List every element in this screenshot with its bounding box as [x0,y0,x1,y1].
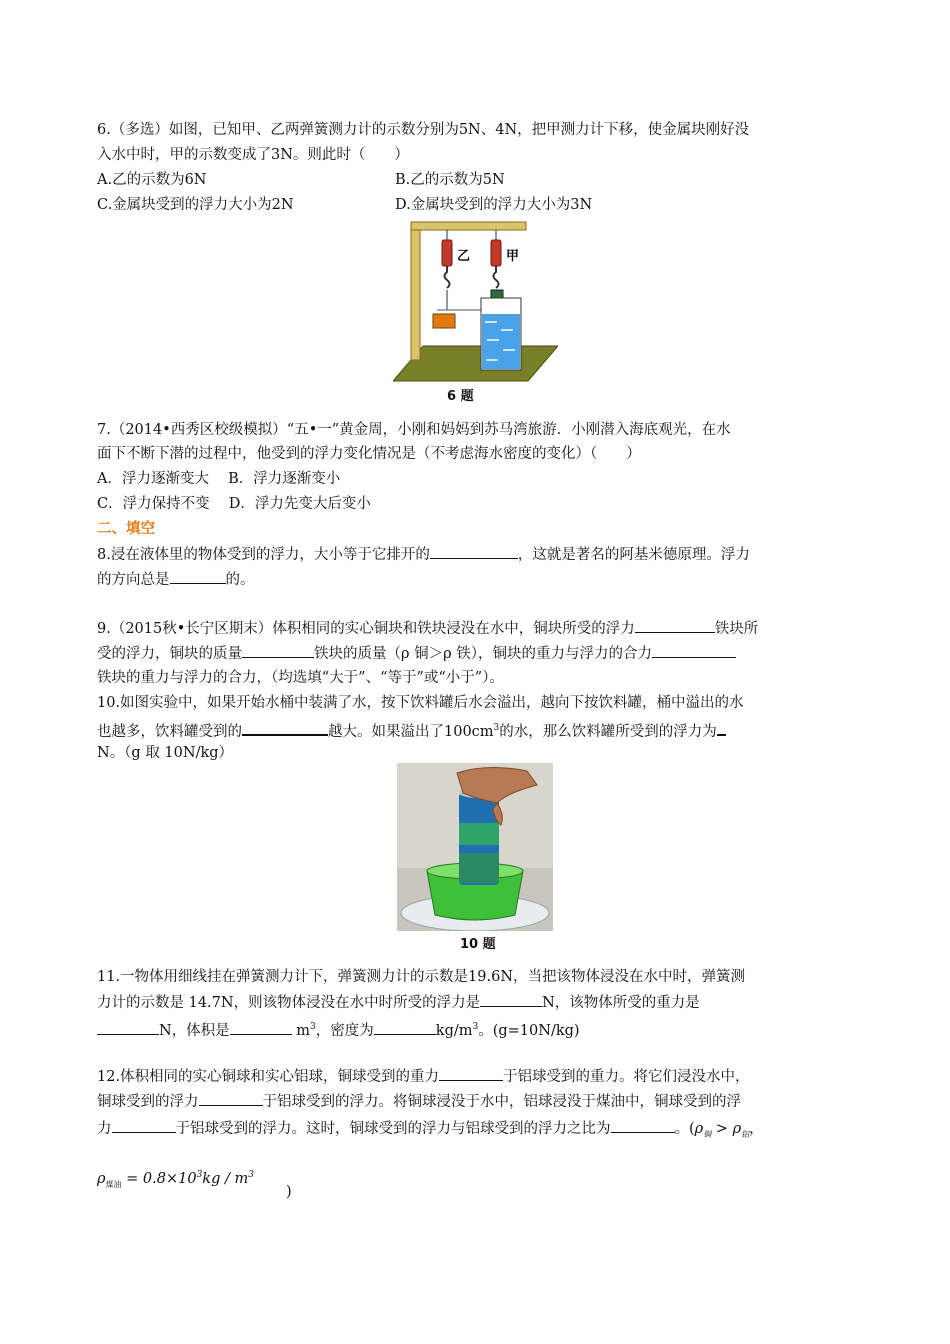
q11-blank-1[interactable] [480,992,542,1007]
q8-text-d: 的。 [225,572,255,588]
q12-text-c: 铜球受到的浮力 [97,1094,199,1110]
metal-block [491,290,503,298]
q6-stem-line2: 入水中时，甲的示数变成了3N。则此时（ ） [97,147,409,163]
q9-blank-3[interactable] [652,643,736,658]
q8-blank-2[interactable] [170,569,226,584]
q10-text-a: 也越多，饮料罐受到的 [97,724,242,740]
q9-line1 [97,618,758,639]
q12-blank-4[interactable] [611,1118,675,1133]
q6-figure [393,218,558,388]
q11-text-g: 。(g=10N/kg) [478,1023,580,1039]
q6-option-a: A.乙的示数为6N [97,172,207,188]
q11-text-d: m [291,1023,311,1039]
q10-blank-2[interactable] [717,720,726,736]
q12-line4 [97,1165,254,1195]
q10-text-b: 越大。如果溢出了100cm [328,724,494,740]
q10-sup: 3 [493,723,500,733]
q9-line3: 铁块的重力与浮力的合力，（均选填“大于”、“等于”或“小于”）。 [97,670,504,686]
q9-text-b: 铁块所 [714,621,759,637]
spring-scale-jia [491,240,501,266]
stand-post [411,222,420,360]
q8-blank-1[interactable] [430,544,518,559]
spring-scale-yi [442,240,452,266]
q7-stem-line2: 面下不断下潜的过程中，他受到的浮力变化情况是（不考虑海水密度的变化）（ ） [97,446,641,462]
q10-line3: N。（g 取 10N/kg） [97,745,234,761]
q9-blank-1[interactable] [635,618,715,633]
q12-line2 [97,1091,741,1112]
q6-option-c: C.金属块受到的浮力大小为2N [97,197,294,213]
q6-option-d: D.金属块受到的浮力大小为3N [395,197,593,213]
catch-cup [433,314,455,328]
q10-line2 [97,718,726,742]
q11-line3 [97,1017,580,1041]
q12-blank-3[interactable] [112,1118,176,1133]
q12-formula-rho-compare: $\rho_铜 > \rho_铝$ [694,1121,750,1139]
q8-text-a: 8.浸在液体里的物体受到的浮力，大小等于它排开的 [97,547,430,563]
q10-blank-1[interactable] [242,720,328,736]
q8-line1 [97,544,750,565]
q12-text-a: 12.体积相同的实心铜球和实心铝球，铜球受到的重力 [97,1069,440,1085]
hook-jia [494,266,499,288]
q12-close-paren: ) [286,1184,292,1200]
q11-sup-2: 3 [472,1022,479,1032]
q12-blank-1[interactable] [439,1066,503,1081]
q10-photo [397,763,553,931]
q12-text-e: 力 [97,1121,112,1137]
q11-text-a: 力计的示数是 14.7N，则该物体浸没在水中时所受的浮力是 [97,995,481,1011]
q11-text-b: N，该物体所受的重力是 [542,995,700,1011]
label-yi: 乙 [457,249,471,264]
q11-text-e: ，密度为 [315,1023,374,1039]
q11-blank-2[interactable] [97,1020,159,1035]
q11-text-c: N，体积是 [159,1023,230,1039]
q7-options-ab: A．浮力逐渐变大 B．浮力逐渐变小 [97,471,341,487]
q11-sup-1: 3 [310,1022,316,1032]
q9-line2 [97,643,736,664]
q8-text-c: 的方向总是 [97,572,170,588]
q11-line2 [97,992,700,1013]
q11-blank-4[interactable] [374,1020,436,1035]
q12-blank-2[interactable] [199,1091,263,1106]
hook-yi [445,266,450,288]
stand-bar [411,222,526,230]
q10-line1: 10.如图实验中，如果开始水桶中装满了水，按下饮料罐后水会溢出，越向下按饮料罐，桶中溢出的水 [97,695,744,711]
q6-option-b: B.乙的示数为5N [395,172,505,188]
q12-text-f: 于铝球受到的浮力。这时，铜球受到的浮力与铝球受到的浮力之比为 [175,1121,611,1137]
q9-text-c: 受的浮力，铜块的质量 [97,646,242,662]
q10-caption: 10 题 [460,937,496,952]
q12-formula-kerosene: $\rho_{煤油} = 0.8\times 10^3kg / m^3$ [97,1170,254,1189]
q12-text-d: 于铝球受到的浮力。将铜球浸没于水中，铝球浸没于煤油中，铜球受到的浮 [262,1094,741,1110]
q9-text-a: 9.（2015秋•长宁区期末）体积相同的实心铜块和铁块浸没在水中，铜块所受的浮力 [97,621,635,637]
section-heading: 二、填空 [97,521,155,537]
q12-comma: ， [749,1121,764,1137]
q7-options-cd: C．浮力保持不变 D．浮力先变大后变小 [97,496,371,512]
q11-text-f: kg/m [435,1023,473,1039]
q12-line1 [97,1066,750,1087]
q8-line2 [97,569,255,590]
q8-text-b: ，这就是著名的阿基米德原理。浮力 [517,547,750,563]
q12-line3 [97,1118,764,1145]
q6-stem-line1: 6.（多选）如图，已知甲、乙两弹簧测力计的示数分别为5N、4N，把甲测力计下移，使金属块刚好没 [97,122,750,138]
q12-text-g: 。( [674,1121,695,1137]
q6-caption: 6 题 [447,389,474,404]
q10-text-c: 的水，那么饮料罐所受到的浮力为 [499,724,717,740]
q9-text-d: 铁块的质量（ρ 铜＞ρ 铁），铜块的重力与浮力的合力 [314,646,653,662]
q9-blank-2[interactable] [242,643,314,658]
q11-blank-3[interactable] [230,1020,292,1035]
label-jia: 甲 [506,249,520,264]
q12-text-b: 于铝球受到的重力。将它们浸没水中， [503,1069,750,1085]
q7-stem-line1: 7.（2014•西秀区校级模拟）“五•一”黄金周，小刚和妈妈到苏马湾旅游．小刚潜入海底观光，在水 [97,422,731,438]
q11-line1: 11.一物体用细线挂在弹簧测力计下，弹簧测力计的示数是19.6N，当把该物体浸没在水中时，弹簧测 [97,969,746,985]
